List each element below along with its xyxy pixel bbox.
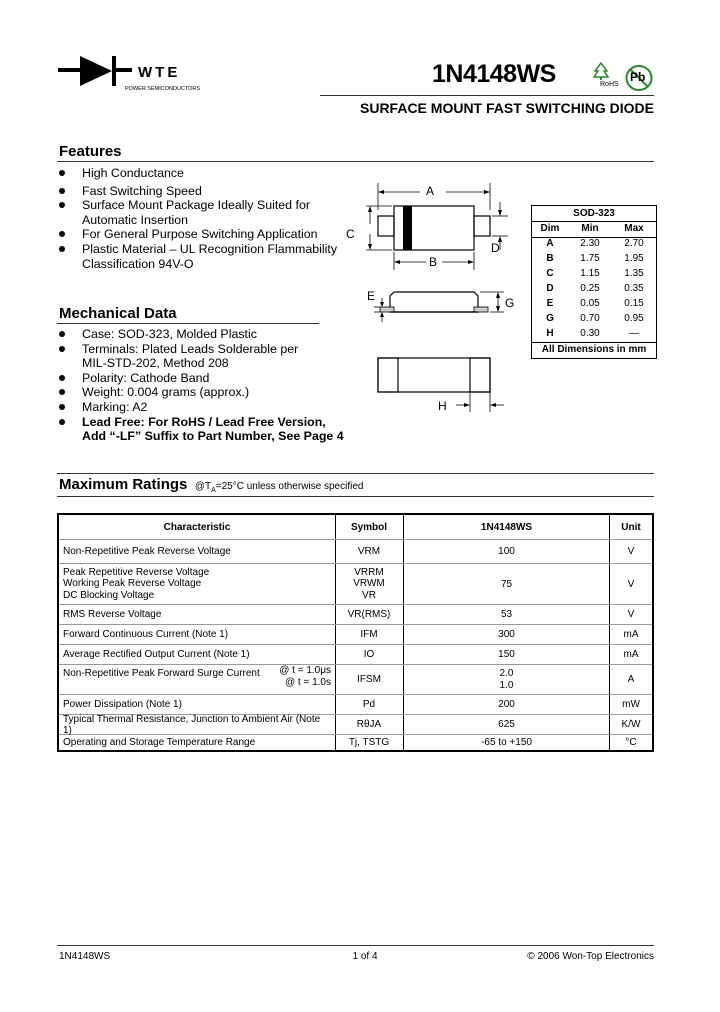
brand-logo [58, 54, 208, 96]
table-row: Power Dissipation (Note 1) Pd 200 mW [59, 695, 652, 715]
brand-tagline: POWER SEMICONDUCTORS [125, 86, 201, 92]
list-item: Marking: A2 [57, 400, 357, 415]
copyright: © 2006 Won-Top Electronics [527, 951, 654, 962]
rohs-label: RoHS [600, 81, 619, 88]
ratings-title: Maximum Ratings [59, 476, 188, 493]
brand-name: WTE [138, 64, 181, 81]
pb-label: Pb [630, 70, 646, 84]
mechanical-title: Mechanical Data [59, 305, 177, 322]
table-header-row: Dim Min Max [540, 223, 644, 234]
table-row: Average Rectified Output Current (Note 1) IO 150 mA [59, 645, 652, 665]
list-item: Surface Mount Package Ideally Suited for Automatic Insertion [57, 198, 357, 227]
list-item: Case: SOD-323, Molded Plastic [57, 327, 357, 342]
ratings-condition: $@T_A=25^\circ C$ unless otherwise specified [194, 481, 364, 494]
ratings-bottom-divider [57, 496, 654, 497]
header-divider [320, 95, 654, 96]
table-row: Forward Continuous Current (Note 1) IFM 300 mA [59, 625, 652, 645]
table-row: RMS Reverse Voltage VR(RMS) 53 V [59, 605, 652, 625]
dim-label-b: B [429, 255, 438, 269]
lead-free-note: Lead Free: For RoHS / Lead Free Version, Add “-LF” Suffix to Part Number, See Page 4 [57, 415, 357, 444]
dim-label-a: A [426, 184, 435, 198]
list-item: Weight: 0.004 grams (approx.) [57, 385, 357, 400]
features-list [57, 166, 357, 271]
dim-label-d: D [491, 241, 500, 255]
table-row: Non-Repetitive Peak Reverse Voltage VRM 100 V [59, 540, 652, 564]
diode-logo-icon [58, 54, 132, 88]
footer-divider [57, 945, 654, 946]
features-title: Features [59, 143, 122, 160]
pb-free-badge [624, 64, 654, 92]
list-item: High Conductance [57, 166, 357, 181]
rohs-badge [590, 62, 618, 92]
dim-label-c: C [346, 227, 355, 241]
table-row: A 2.30 2.70 [546, 238, 644, 249]
mechanical-divider [57, 323, 319, 324]
table-row: Peak Repetitive Reverse Voltage Working Peak Reverse Voltage DC Blocking Voltage VRRM VRWM VR 75 V [59, 564, 652, 605]
part-number: 1N4148WS [432, 60, 556, 88]
tree-icon [592, 62, 610, 80]
footer-part-number: 1N4148WS [59, 951, 111, 962]
mechanical-list [57, 327, 357, 444]
ratings-table [57, 513, 654, 752]
list-item: Polarity: Cathode Band [57, 371, 357, 386]
table-row: B 1.75 1.95 [546, 253, 644, 264]
list-item: Terminals: Plated Leads Solderable per MIL-STD-202, Method 208 [57, 342, 357, 371]
package-outline-diagram [350, 180, 520, 420]
subtitle: SURFACE MOUNT FAST SWITCHING DIODE [360, 100, 654, 116]
list-item: Fast Switching Speed [57, 184, 357, 199]
table-row: G 0.70 0.95 [546, 313, 644, 324]
list-item: For General Purpose Switching Application [57, 227, 357, 242]
features-divider [57, 161, 654, 162]
page-number: 1 of 4 [352, 951, 378, 962]
table-row: Typical Thermal Resistance, Junction to Ambient Air (Note 1) RθJA 625 K/W [59, 715, 652, 735]
package-name: SOD-323 [573, 208, 615, 219]
table-row: E 0.05 0.15 [546, 298, 644, 309]
table-row: Non-Repetitive Peak Forward Surge Current @ t = 1.0μs @ t = 1.0s IFSM 2.0 1.0 A [59, 665, 652, 695]
dim-label-g: G [505, 296, 515, 310]
dimension-units-note: All Dimensions in mm [541, 344, 647, 355]
table-row: D 0.25 0.35 [546, 283, 644, 294]
list-item: Plastic Material – UL Recognition Flammability Classification 94V-O [57, 242, 357, 271]
table-row: C 1.15 1.35 [546, 268, 644, 279]
table-title-row [532, 207, 656, 222]
dim-label-h: H [438, 399, 447, 413]
table-header-row: Characteristic Symbol 1N4148WS Unit [59, 515, 652, 540]
table-footer-row [532, 343, 656, 358]
table-row: H 0.30 — [546, 328, 639, 339]
side-view-drawing [374, 292, 504, 322]
dim-label-e: E [367, 289, 376, 303]
ratings-top-divider [57, 473, 654, 474]
table-row: Operating and Storage Temperature Range Tj, TSTG -65 to +150 °C [63, 737, 637, 748]
dimension-table [531, 205, 657, 359]
ratings-heading [59, 476, 363, 494]
